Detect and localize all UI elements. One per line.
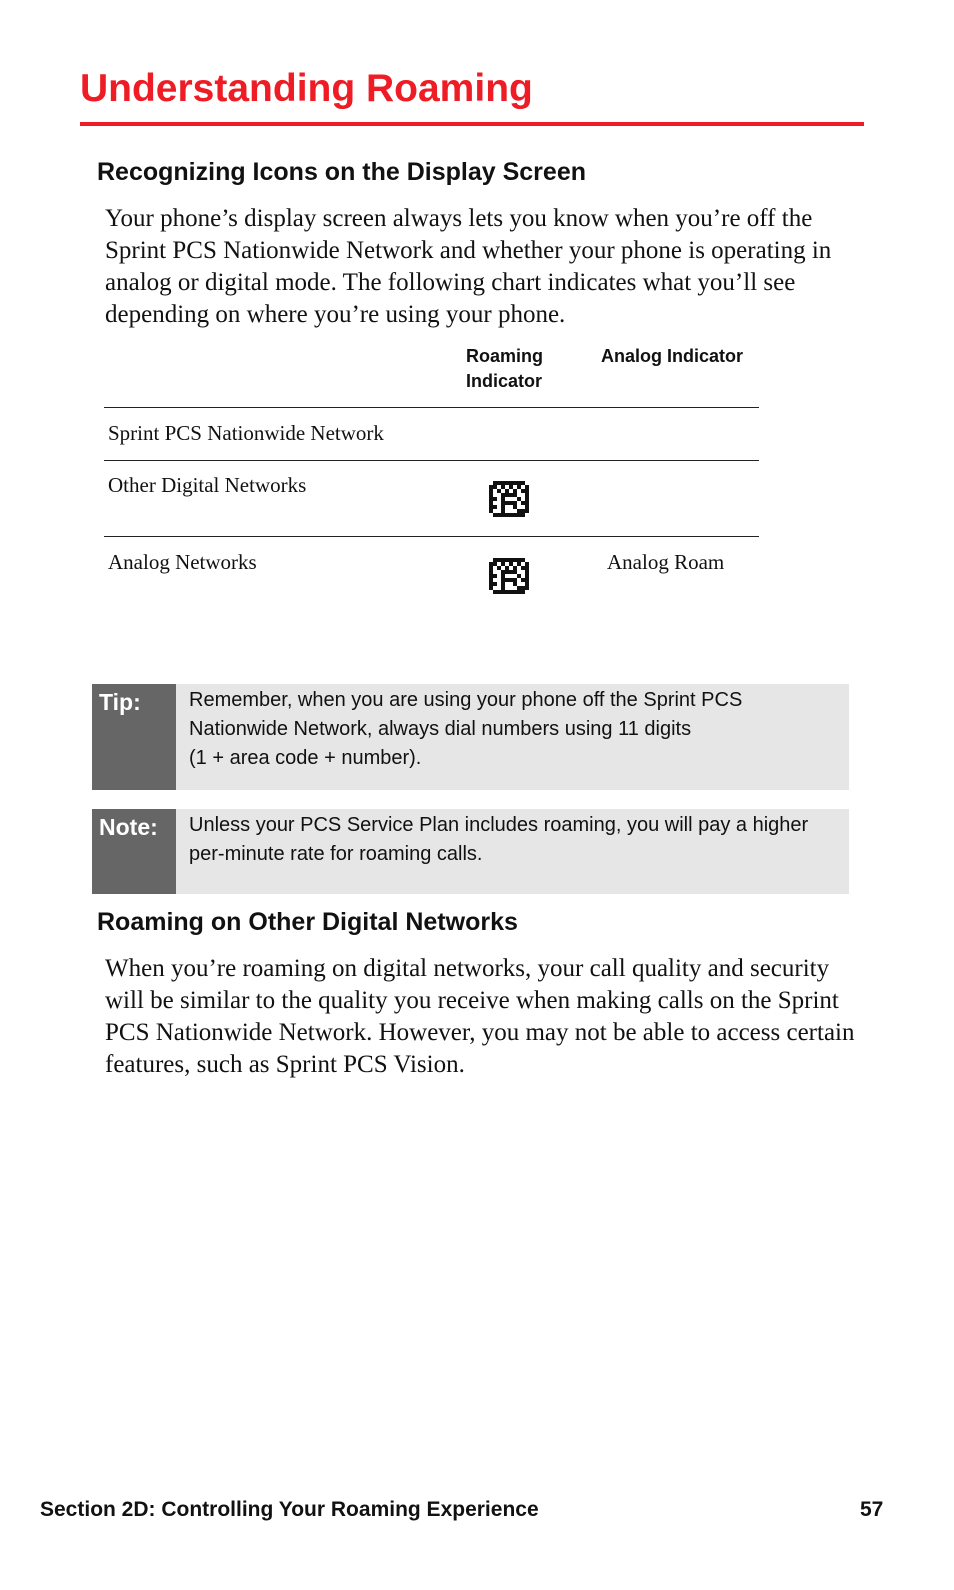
tip-line: Nationwide Network, always dial numbers using 11 digits xyxy=(189,718,692,740)
table-divider xyxy=(104,460,759,461)
roaming-r-icon xyxy=(489,558,529,594)
note-text xyxy=(189,811,839,869)
tip-line: Remember, when you are using your phone off the Sprint PCS xyxy=(189,689,743,711)
page-title: Understanding Roaming xyxy=(80,64,864,126)
page-number: 57 xyxy=(860,1498,884,1521)
note-line: Unless your PCS Service Plan includes roaming, you will pay a higher xyxy=(189,814,809,836)
tip-label: Tip: xyxy=(92,684,176,790)
note-line: per-minute rate for roaming calls. xyxy=(189,843,483,865)
footer-section-title: Section 2D: Controlling Your Roaming Experience xyxy=(40,1498,539,1521)
header-roaming-line1: Roaming xyxy=(466,346,544,366)
table-divider xyxy=(104,407,759,408)
row-network-label: Analog Networks xyxy=(108,550,257,574)
row-network-label: Other Digital Networks xyxy=(108,473,307,497)
header-roaming-indicator xyxy=(466,344,543,394)
header-roaming-line2: Indicator xyxy=(466,371,543,391)
analog-roam-label: Analog Roam xyxy=(607,550,725,574)
section-heading-recognizing-icons: Recognizing Icons on the Display Screen xyxy=(97,158,586,186)
tip-line: (1 + area code + number). xyxy=(189,747,422,769)
note-label: Note: xyxy=(92,809,176,894)
header-analog-indicator: Analog Indicator xyxy=(601,346,744,366)
roaming-paragraph: When you’re roaming on digital networks, your call quality and security will be similar to the quality you receive when making calls on the Sprint PCS Nationwide Network. However, you may not be able to access certain features, such as Sprint PCS Vision. xyxy=(105,955,855,1078)
tip-text xyxy=(189,686,839,773)
table-divider xyxy=(104,536,759,537)
section-heading-roaming-digital: Roaming on Other Digital Networks xyxy=(97,908,518,936)
row-network-label: Sprint PCS Nationwide Network xyxy=(108,421,384,445)
roaming-r-icon xyxy=(489,481,529,517)
tip-callout xyxy=(92,684,849,790)
intro-paragraph: Your phone’s display screen always lets you know when you’re off the Sprint PCS Nationwide Network and whether your phone is operating in analog or digital mode. The following chart indicates what you’ll see depending on where you’re using your phone. xyxy=(105,205,832,328)
note-callout xyxy=(92,809,849,894)
